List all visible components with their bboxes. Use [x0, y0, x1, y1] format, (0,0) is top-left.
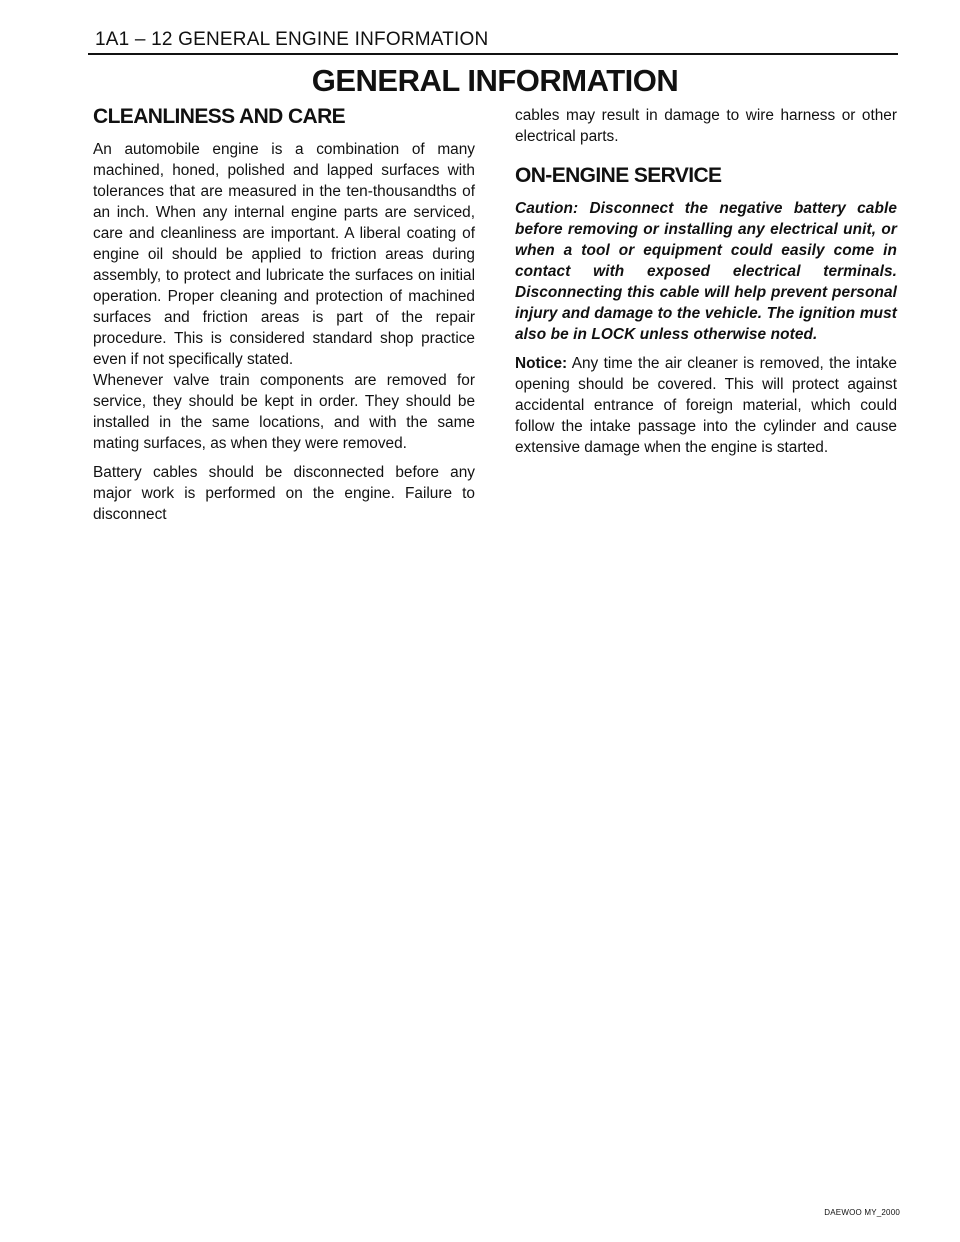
cleanliness-paragraph-1: An automobile engine is a combination of many machined, honed, polished and lapped surfaces with tolerances that are measured in the ten-thousandths of an inch. When any internal engine parts are serviced, care and cleanliness are important. A liberal coating of engine oil should be applied to friction areas during assembly, to protect and lubricate the surfaces on initial operation. Proper cleaning and protection of machined surfaces and friction areas is part of the repair procedure. This is considered standard shop practice even if not specifically stated.	[93, 141, 475, 368]
header-rule	[88, 53, 898, 55]
continuation-paragraph: cables may result in damage to wire harness or other electrical parts.	[515, 107, 897, 145]
cleanliness-paragraph-3: Battery cables should be disconnected before any major work is performed on the engine. Failure to disconnect	[93, 464, 475, 523]
left-column	[93, 103, 475, 533]
on-engine-service-heading: ON-ENGINE SERVICE	[515, 164, 722, 187]
notice-paragraph	[515, 353, 897, 458]
notice-text: Any time the air cleaner is removed, the intake opening should be covered. This will protect against accidental entrance of foreign material, which could follow the intake passage into the cylinder and cause extensive damage when the engine is started.	[515, 355, 897, 456]
caution-paragraph: Caution: Disconnect the negative battery cable before removing or installing any electrical unit, or when a tool or equipment could easily come in contact with exposed electrical terminals. Disconnecting this cable will help prevent personal injury and damage to the vehicle. The ignition must also be in LOCK unless otherwise noted.	[515, 200, 897, 343]
cleanliness-paragraph-2: Whenever valve train components are removed for service, they should be kept in order. They should be installed in the same locations, and with the same mating surfaces, as when they were removed.	[93, 372, 475, 452]
cleanliness-heading: CLEANLINESS AND CARE	[93, 105, 346, 128]
page-header: 1A1 – 12 GENERAL ENGINE INFORMATION	[95, 29, 489, 50]
right-column	[515, 105, 897, 466]
notice-label: Notice:	[515, 355, 568, 372]
footer-code: DAEWOO MY_2000	[824, 1208, 900, 1217]
section-title: GENERAL INFORMATION	[311, 63, 679, 98]
